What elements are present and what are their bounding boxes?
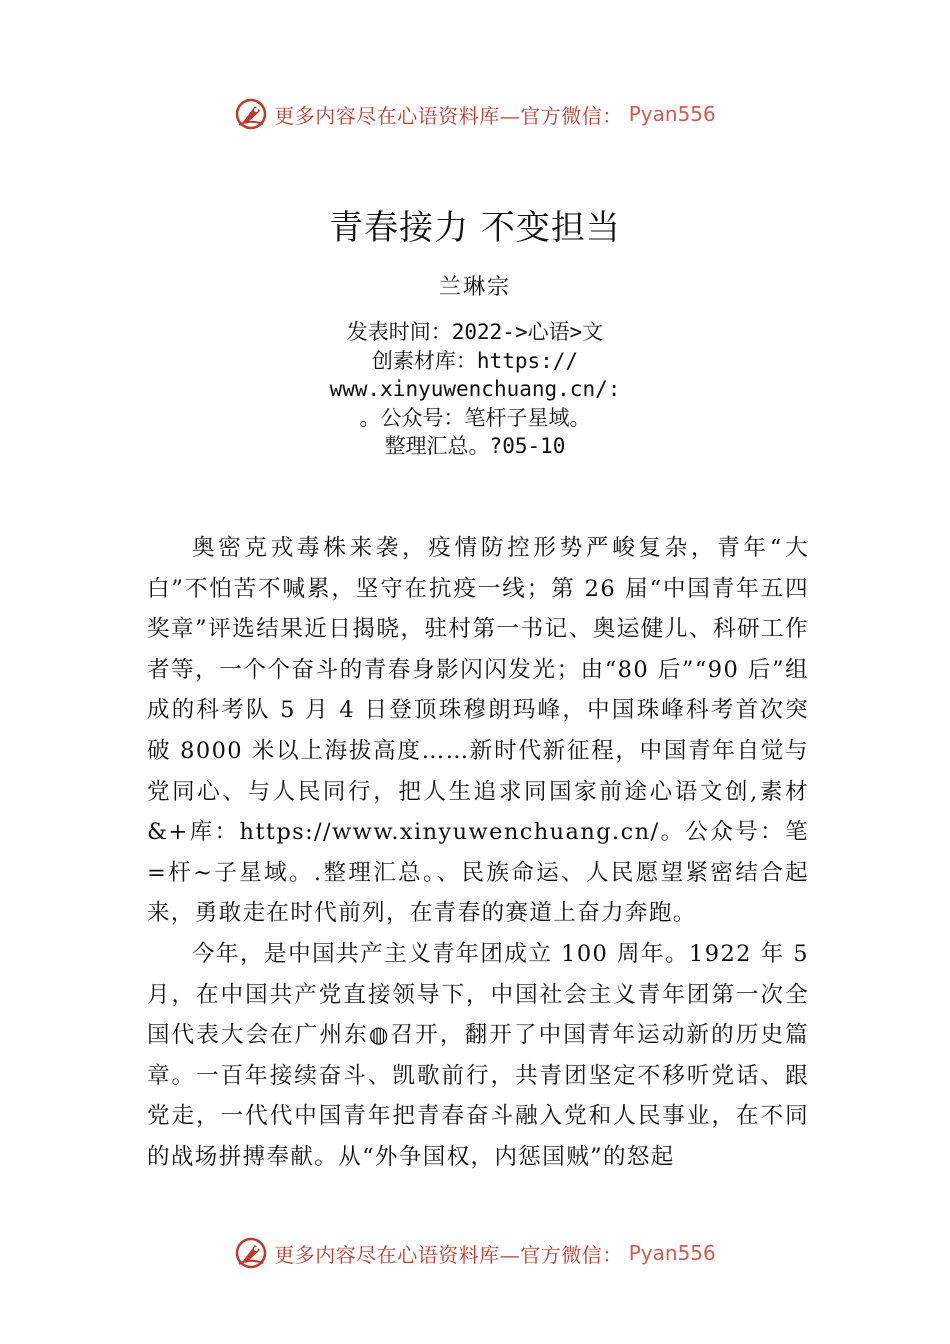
footer-banner bbox=[0, 1233, 950, 1273]
meta-line: www.xinyuwenchuang.cn/: bbox=[329, 377, 621, 401]
pen-nib-logo-icon bbox=[234, 1236, 268, 1270]
body-paragraph: 今年，是中国共产主义青年团成立 100 周年。1922 年 5 月，在中国共产党直接领导下，中国社会主义青年团第一次全国代表大会在广州东◍召开，翻开了中国青年运动新的历史篇章。一百年接续奋斗、凯歌前行，共青团坚定不移听党话、跟党走，一代代中国青年把青春奋斗融入党和人民事业，在不同的战场拼搏奉献。从“外争国权，内惩国贼”的怒起 bbox=[147, 940, 809, 1170]
body-paragraph: 奥密克戎毒株来袭，疫情防控形势严峻复杂，青年“大白”不怕苦不喊累，坚守在抗疫一线；第 26 届“中国青年五四奖章”评选结果近日揭晓，驻村第一书记、奥运健儿、科研工作者等，一个个奋斗的青春身影闪闪发光；由“80 后”“90 后”组成的科考队 5 月 4 日登顶珠穆朗玛峰，中国珠峰科考首次突破 8000 米以上海拔高度……新时代新征程，中国青年自觉与党同心、与人民同行，把人生追求同国家前途心语文创,素材&+库：https://www.xinyuwenchuang.cn/。公众号：笔=杆~子星域。.整理汇总。、民族命运、人民愿望紧密结合起来，勇敢走在时代前列，在青春的赛道上奋力奔跑。 bbox=[147, 535, 809, 927]
meta-line: 整理汇总。?05-10 bbox=[384, 434, 566, 458]
meta-line: 。公众号：笔杆子星域。 bbox=[359, 405, 591, 430]
meta-line: 发表时间：2022->心语>文 bbox=[346, 320, 604, 344]
banner-text: 更多内容尽在心语资料库—官方微信： bbox=[274, 1242, 623, 1267]
banner-wechat-id: Pyan556 bbox=[628, 102, 716, 126]
header-banner bbox=[0, 94, 950, 134]
publish-meta bbox=[0, 318, 950, 461]
article-body bbox=[147, 528, 809, 1178]
pen-nib-logo-icon bbox=[234, 97, 268, 131]
meta-line: 创素材库：https:// bbox=[371, 348, 579, 373]
document-title: 青春接力 不变担当 bbox=[329, 208, 621, 248]
document-author: 兰琳宗 bbox=[438, 275, 511, 300]
banner-wechat-id: Pyan556 bbox=[628, 1241, 716, 1265]
banner-text: 更多内容尽在心语资料库—官方微信： bbox=[274, 103, 623, 128]
